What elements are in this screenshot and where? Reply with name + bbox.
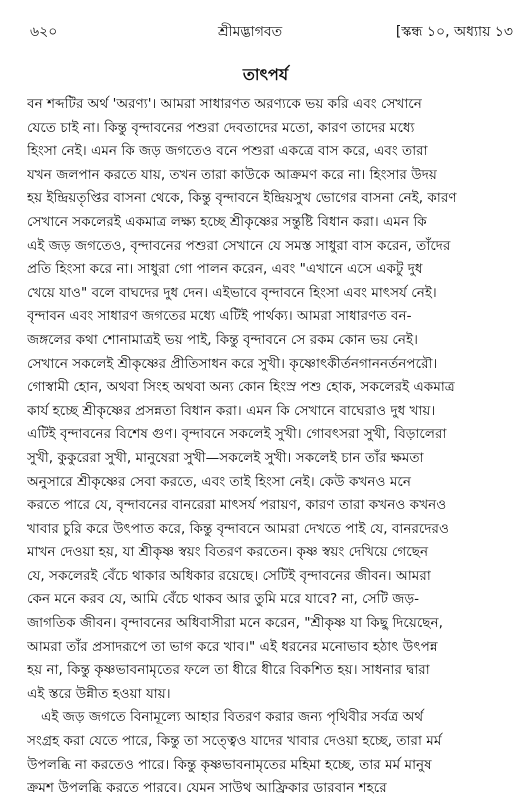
text-line: বৃন্দাবন এবং সাধারণ জগতের মধ্যে এটিই পার্থক্য। আমরা সাধারণত বন- [27,308,412,325]
text-line: প্রতি হিংসা করে না। সাধুরা গো পালন করেন, এবং "এখানে এসে একটু দুধ [27,261,423,278]
text-line: খেয়ে যাও" বলে বাঘদের দুধ দেন। এইভাবে বৃন্দাবনে হিংসা এবং মাৎসর্য নেই। [27,284,437,301]
text-line: কেন মনে করব যে, আমি বেঁচে থাকব আর তুমি মরে যাবে? না, সেটি জড়- [27,591,420,608]
text-line: যেতে চাই না। কিন্তু বৃন্দাবনের পশুরা দেবতাদের মতো, কারণ তাদের মধ্যে [27,119,415,136]
text-line: মাখন দেওয়া হয়, যা শ্রীকৃষ্ণ স্বয়ং বিতরণ করতেন। কৃষ্ণ স্বয়ং দেখিয়ে গেছেন [27,544,429,561]
text-line: জঙ্গলের কথা শোনামাত্রই ভয় পাই, কিন্তু বৃন্দাবনে সে রকম কোন ভয় নেই। [27,331,418,348]
text-line: এই জড় জগতে বিনামূল্যে আহার বিতরণ করার জন্য পৃথিবীর সর্বত্র অর্থ [41,709,424,726]
text-line: সেখানে সকলেই শ্রীকৃষ্ণের প্রীতিসাধন করে সুখী। কৃষ্ণোৎকীর্তনগাননর্তনপরৌ। [27,355,438,372]
page-number: ৬২০ [30,24,58,40]
text-line: যখন জলপান করতে যায়, তখন তারা কাউকে আক্রমণ করে না। হিংসার উদয় [27,166,437,183]
text-line: খাবার চুরি করে উৎপাত করে, কিন্তু বৃন্দাবনে আমরা দেখতে পাই যে, বানরদেরও [27,520,450,537]
text-line: সেখানে সকলেরই একমাত্র লক্ষ্য হচ্ছে শ্রীকৃষ্ণের সন্তুষ্টি বিধান করা। এমন কি [27,213,427,230]
text-line: কার্য হচ্ছে শ্রীকৃষ্ণের প্রসন্নতা বিধান করা। এমন কি সেখানে বাঘেরাও দুধ খায়। [27,402,436,419]
text-line: এই জড় জগতেও, বৃন্দাবনের পশুরা সেখানে যে সমস্ত সাধুরা বাস করেন, তাঁদের [27,237,451,254]
text-line: সংগ্রহ করা যেতে পারে, কিন্তু তা সত্ত্বেও যাদের খাবার দেওয়া হচ্ছে, তারা মর্ম [27,733,442,750]
text-line: গোস্বামী হোন, অথবা সিংহ অথবা অন্য কোন হিংস্র পশু হোক, সকলেরই একমাত্র [27,379,455,396]
text-line: আমরা তাঁর প্রসাদরূপে তা ভাগ করে খাব।" এই ধরনের মনোভাব হঠাৎ উৎপন্ন [27,638,438,655]
text-line: হয় ইন্দ্রিয়তৃপ্তির বাসনা থেকে, কিন্তু বৃন্দাবনে ইন্দ্রিয়সুখ ভোগের বাসনা নেই, কারণ [27,190,457,207]
purport-heading: তাৎপর্য [242,65,289,84]
text-line: যে, সকলেরই বেঁচে থাকার অধিকার রয়েছে। সেটিই বৃন্দাবনের জীবন। আমরা [27,567,431,584]
text-line: উপলব্ধি না করতেও পারে। কিন্তু কৃষ্ণভাবনামৃতের মহিমা হচ্ছে, তার মর্ম মানুষ [27,756,432,773]
page-header [30,20,513,44]
text-line: এই স্তরে উন্নীত হওয়া যায়। [27,685,171,702]
text-line: বন শব্দটির অর্থ 'অরণ্য'। আমরা সাধারণত অরণ্যকে ভয় করি এবং সেখানে [27,96,422,112]
text-line: জাগতিক জীবন। বৃন্দাবনের অধিবাসীরা মনে করেন, "শ্রীকৃষ্ণ যা কিছু দিয়েছেন, [27,615,443,632]
text-line: করতে পারে যে, বৃন্দাবনের বানরেরা মাৎসর্য পরায়ণ, কারণ তারা কখনও কখনও [27,497,447,514]
purport-body [27,93,509,801]
book-title: শ্রীমদ্ভাগবত [218,24,283,40]
section-reference: [স্কন্ধ ১০, অধ্যায় ১৩ [395,24,513,40]
text-line: অনুসারে শ্রীকৃষ্ণের সেবা করতে, এবং তাই হিংসা নেই। কেউ কখনও মনে [27,473,411,490]
text-line: হিংসা নেই। এমন কি জড় জগতেও বনে পশুরা একত্রে বাস করে, এবং তারা [27,143,428,160]
text-line: এটিই বৃন্দাবনের বিশেষ গুণ। বৃন্দাবনে সকলেই সুখী। গোবৎসরা সুখী, বিড়ালেরা [27,426,447,443]
text-line: হয় না, কিন্তু কৃষ্ণভাবনামৃতের ফলে তা ধীরে ধীরে বিকশিত হয়। সাধনার দ্বারা [27,662,430,679]
text-line: ক্রমশ উপলব্ধি করতে পারবে। যেমন সাউথ আফ্রিকার ডারবান শহরে [27,780,387,797]
text-line: সুখী, কুকুরেরা সুখী, মানুষেরা সুখী—সকলেই সুখী। সকলেই চান তাঁর ক্ষমতা [27,449,424,466]
